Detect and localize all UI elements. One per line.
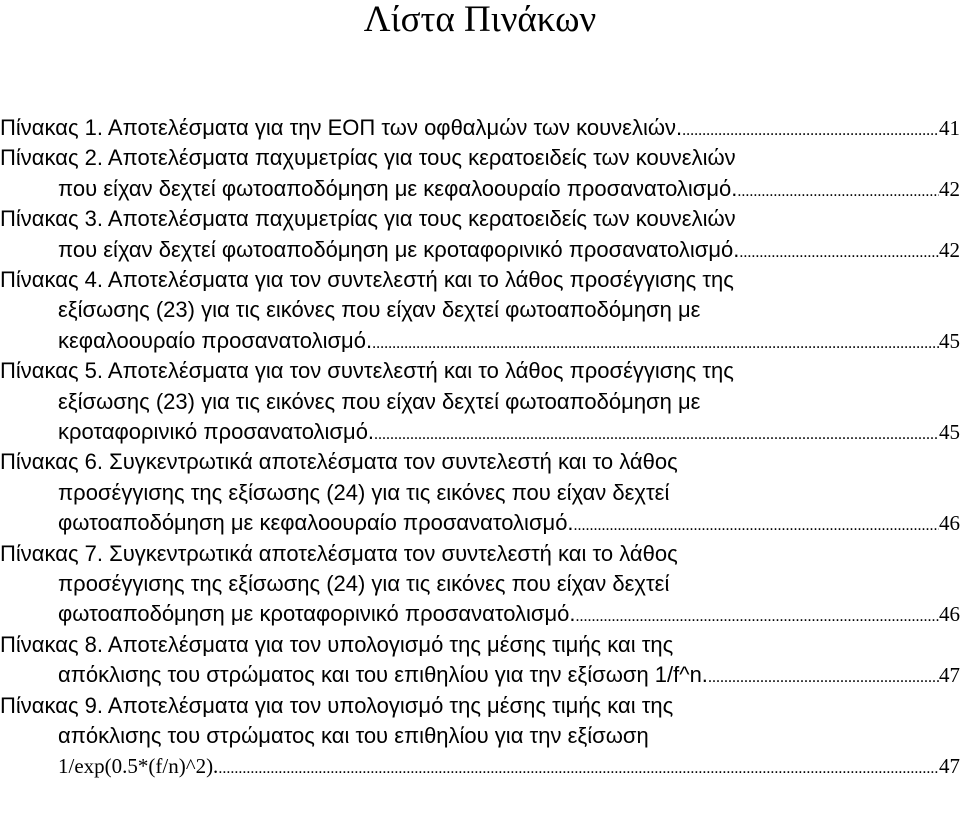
toc-entry-title: Αποτελέσματα για τον υπολογισμό της μέσης τιμής και της	[107, 631, 674, 657]
toc-entry-label: Πίνακας 6.	[0, 449, 110, 475]
toc-leader-dots	[682, 116, 939, 146]
toc-leader-dots	[218, 754, 939, 784]
toc-entry-title: Αποτελέσματα παχυμετρίας για τους κερατοειδείς των κουνελιών	[107, 145, 736, 171]
toc-page-number: 41	[939, 116, 960, 140]
toc-entry-line	[0, 569, 960, 599]
toc-entry-title: Αποτελέσματα για τον συντελεστή και το λάθος προσέγγισης της	[107, 267, 734, 292]
toc-entry-last-line	[0, 113, 960, 143]
toc-leader-dots	[708, 663, 939, 693]
page-title: Λίστα Πινάκων	[363, 0, 597, 40]
toc-entry-title: απόκλισης του στρώματος και του επιθηλίου για την εξίσωση 1/f^n.	[58, 662, 708, 688]
toc-entry-text	[0, 145, 736, 170]
toc-entry-line	[0, 143, 960, 173]
toc-entry-title: Συγκεντρωτικά αποτελέσματα τον συντελεστή και το λάθος	[109, 449, 678, 475]
toc-entry-label: Πίνακας 5.	[0, 358, 108, 384]
toc-entry-line	[0, 265, 960, 295]
toc-entry-label: Πίνακας 8.	[0, 631, 108, 657]
toc-entry-title: 1/exp(0.5*(f/n)^2).	[58, 754, 219, 779]
toc-entry-text	[58, 571, 669, 596]
toc-entry-text	[58, 751, 218, 781]
toc-entry-text	[58, 389, 700, 414]
toc-entry-label: Πίνακας 3.	[0, 206, 108, 232]
toc-leader-dots	[574, 511, 939, 541]
toc-page-number: 45	[939, 328, 960, 353]
toc-entry-line	[0, 478, 960, 508]
toc-entry-last-line	[0, 660, 960, 690]
toc-entry-title: Αποτελέσματα για την ΕΟΠ των οφθαλμών των κουνελιών.	[107, 115, 683, 140]
toc-entry-line	[0, 204, 960, 234]
toc-entry-last-line	[0, 751, 960, 781]
toc-page-number: 42	[939, 237, 960, 262]
toc-entry-text	[58, 326, 372, 356]
toc-leader-dots	[372, 329, 939, 359]
toc-entry-text	[0, 267, 734, 292]
toc-entry-label: Πίνακας 4.	[0, 267, 108, 292]
toc-entry-text	[58, 235, 739, 265]
toc-page-number: 45	[939, 420, 960, 444]
toc-entry-line	[0, 691, 960, 721]
toc-entry-text	[0, 632, 673, 657]
toc-entry-last-line	[0, 235, 960, 265]
toc-entry-text	[0, 693, 673, 718]
toc-entry-text	[58, 480, 669, 505]
toc-entry-last-line	[0, 417, 960, 447]
toc-page-number: 47	[939, 754, 960, 779]
toc-entry-last-line	[0, 174, 960, 204]
toc-entry-title: εξίσωσης (23) για τις εικόνες που είχαν δεχτεί φωτοαποδόμηση με	[58, 388, 701, 414]
toc-entry-title: Αποτελέσματα παχυμετρίας για τους κερατοειδείς των κουνελιών	[107, 206, 736, 232]
toc-entry-line	[0, 356, 960, 386]
toc-leader-dots	[576, 602, 939, 632]
toc-entry-title: απόκλισης του στρώματος και του επιθηλίου για την εξίσωση	[58, 723, 649, 748]
toc-entry-text	[0, 206, 736, 231]
toc-entry-title: φωτοαποδόμηση με κεφαλοουραίο προσανατολισμό.	[58, 510, 574, 536]
toc-entry-title: κροταφορινικό προσανατολισμό.	[58, 419, 375, 444]
toc-entry-line	[0, 447, 960, 477]
toc-entry-text	[58, 723, 649, 748]
toc-entry-title: προσέγγισης της εξίσωσης (24) για τις εικόνες που είχαν δεχτεί	[58, 479, 670, 505]
toc-entry-line	[0, 295, 960, 325]
toc-entry-title: Αποτελέσματα για τον υπολογισμό της μέσης τιμής και της	[107, 692, 674, 718]
toc-entry-text	[58, 660, 708, 690]
toc-entry-title: κεφαλοουραίο προσανατολισμό.	[58, 327, 373, 353]
toc-page-number: 46	[939, 511, 960, 536]
toc-entry-line	[0, 721, 960, 751]
toc-entry-text	[0, 113, 682, 143]
toc-leader-dots	[737, 177, 939, 207]
toc-entry-title: που είχαν δεχτεί φωτοαποδόμηση με κεφαλοουραίο προσανατολισμό.	[58, 175, 738, 201]
toc-entry-line	[0, 539, 960, 569]
toc-entry-title: προσέγγισης της εξίσωσης (24) για τις εικόνες που είχαν δεχτεί	[58, 571, 670, 596]
toc-entry-last-line	[0, 508, 960, 538]
toc-entry-text	[0, 358, 734, 383]
toc-entry-text	[58, 599, 576, 629]
toc-entry-label: Πίνακας 1.	[0, 115, 108, 140]
toc-entry-text	[0, 449, 678, 474]
toc-entry-text	[58, 297, 700, 322]
toc-entry-title: εξίσωσης (23) για τις εικόνες που είχαν δεχτεί φωτοαποδόμηση με	[58, 297, 701, 323]
toc-entry-title: φωτοαποδόμηση με κροταφορινικό προσανατολισμό.	[58, 601, 576, 627]
toc-entry-text	[0, 541, 678, 566]
toc-entry-label: Πίνακας 2.	[0, 145, 108, 171]
toc-entry-text	[58, 174, 737, 204]
toc-entry-title: που είχαν δεχτεί φωτοαποδόμηση με κροταφορινικό προσανατολισμό.	[58, 236, 740, 262]
toc-entry-text	[58, 508, 574, 538]
toc-page-number: 46	[939, 602, 960, 627]
toc-entry-label: Πίνακας 7.	[0, 540, 110, 566]
toc-entry-line	[0, 387, 960, 417]
toc-entry-title: Συγκεντρωτικά αποτελέσματα τον συντελεστή και το λάθος	[109, 540, 678, 566]
toc-entry-title: Αποτελέσματα για τον συντελεστή και το λάθος προσέγγισης της	[107, 358, 734, 384]
toc-entry-last-line	[0, 599, 960, 629]
toc-entry-text	[58, 417, 374, 447]
toc-entry-last-line	[0, 326, 960, 356]
toc-entry-line	[0, 630, 960, 660]
toc-entry-label: Πίνακας 9.	[0, 692, 108, 718]
toc-page-number: 42	[939, 176, 960, 201]
toc-leader-dots	[374, 420, 939, 450]
toc-page-number: 47	[939, 663, 960, 688]
toc-leader-dots	[739, 238, 939, 268]
